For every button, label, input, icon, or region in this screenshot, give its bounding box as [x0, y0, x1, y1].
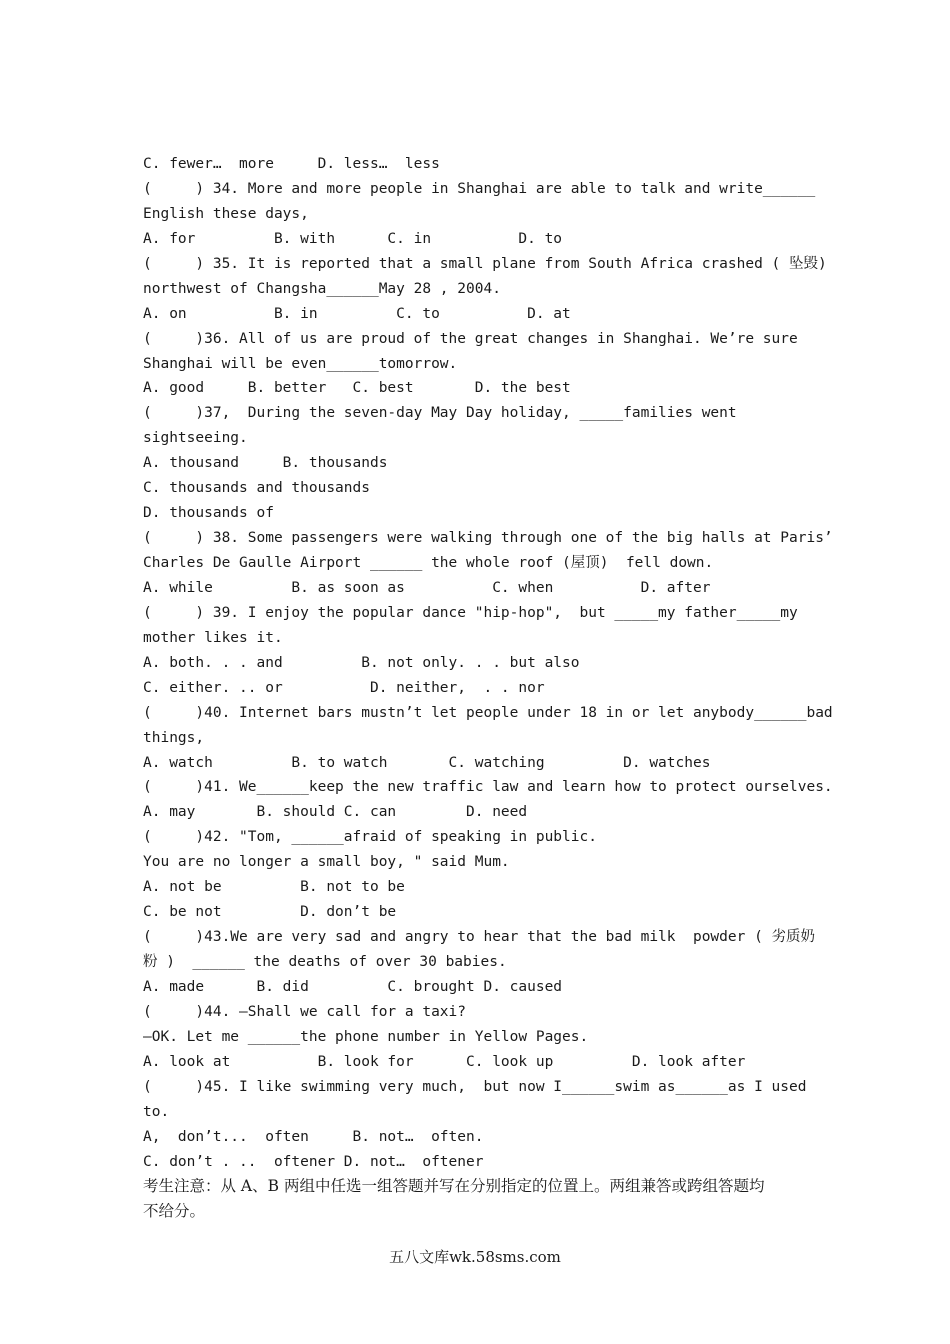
question-44: ( )44. —Shall we call for a taxi? [143, 1003, 467, 1020]
options-35: A. on B. in C. to D. at [143, 305, 571, 322]
options-42: C. be not D. don’t be [143, 904, 397, 921]
text-line: sightseeing. [143, 430, 248, 447]
options-45: A, don’t... often B. not… often. [143, 1128, 484, 1145]
question-35: ( ) 35. It is reported that a small plane from South Africa crashed ( 坠毁) [143, 255, 827, 272]
options-45: C. don’t . .. oftener D. not… oftener [143, 1153, 484, 1170]
document-body [143, 152, 833, 1224]
options-43: A. made B. did C. brought D. caused [143, 978, 563, 995]
text-line: 粉 ) ______ the deaths of over 30 babies. [143, 954, 507, 970]
question-45: ( )45. I like swimming very much, but now I______swim as______as I used [143, 1078, 807, 1095]
options-37: C. thousands and thousands [143, 480, 370, 497]
question-41: ( )41. We______keep the new traffic law and learn how to protect ourselves. [143, 779, 833, 796]
text-line: things, [143, 729, 205, 746]
text-line: C. fewer… more D. less… less [143, 156, 440, 172]
text-line: mother likes it. [143, 629, 283, 646]
question-36: ( )36. All of us are proud of the great changes in Shanghai. We’re sure [143, 330, 798, 347]
options-36: A. good B. better C. best D. the best [143, 380, 571, 397]
options-34: A. for B. with C. in D. to [143, 230, 563, 247]
options-42: A. not be B. not to be [143, 879, 405, 896]
options-40: A. watch B. to watch C. watching D. watches [143, 754, 711, 771]
question-38: ( ) 38. Some passengers were walking through one of the big halls at Paris’ [143, 530, 833, 547]
question-42: ( )42. "Tom, ______afraid of speaking in public. [143, 829, 597, 846]
options-44: A. look at B. look for C. look up D. look after [143, 1053, 746, 1070]
question-37: ( )37, During the seven-day May Day holiday, _____families went [143, 405, 737, 422]
question-34: ( ) 34. More and more people in Shanghai are able to talk and write______ [143, 180, 816, 197]
options-39: C. either. .. or D. neither, . . nor [143, 679, 545, 696]
text-line: Charles De Gaulle Airport ______ the whole roof (屋顶) fell down. [143, 555, 714, 571]
question-40: ( )40. Internet bars mustn’t let people under 18 in or let anybody______bad [143, 704, 833, 721]
options-37: D. thousands of [143, 505, 274, 522]
question-39: ( ) 39. I enjoy the popular dance "hip-hop", but _____my father_____my [143, 604, 798, 621]
question-43: ( )43.We are very sad and angry to hear that the bad milk powder ( 劣质奶 [143, 929, 816, 946]
text-line: northwest of Changsha______May 28 , 2004. [143, 280, 501, 297]
footer-watermark: 五八文库wk.58sms.com [389, 1248, 561, 1266]
options-39: A. both. . . and B. not only. . . but also [143, 654, 580, 671]
options-41: A. may B. should C. can D. need [143, 804, 528, 821]
text-line: Shanghai will be even______tomorrow. [143, 355, 458, 372]
exam-notice: 不给分。 [143, 1202, 206, 1221]
options-38: A. while B. as soon as C. when D. after [143, 579, 711, 596]
options-37: A. thousand B. thousands [143, 455, 388, 472]
text-line: English these days, [143, 205, 309, 222]
exam-notice: 考生注意：从 A、B 两组中任选一组答题并写在分别指定的位置上。两组兼答或跨组答题均 [143, 1177, 765, 1196]
text-line: to. [143, 1103, 170, 1120]
text-line: —OK. Let me ______the phone number in Yellow Pages. [143, 1028, 589, 1045]
text-line: You are no longer a small boy, " said Mum. [143, 854, 510, 871]
